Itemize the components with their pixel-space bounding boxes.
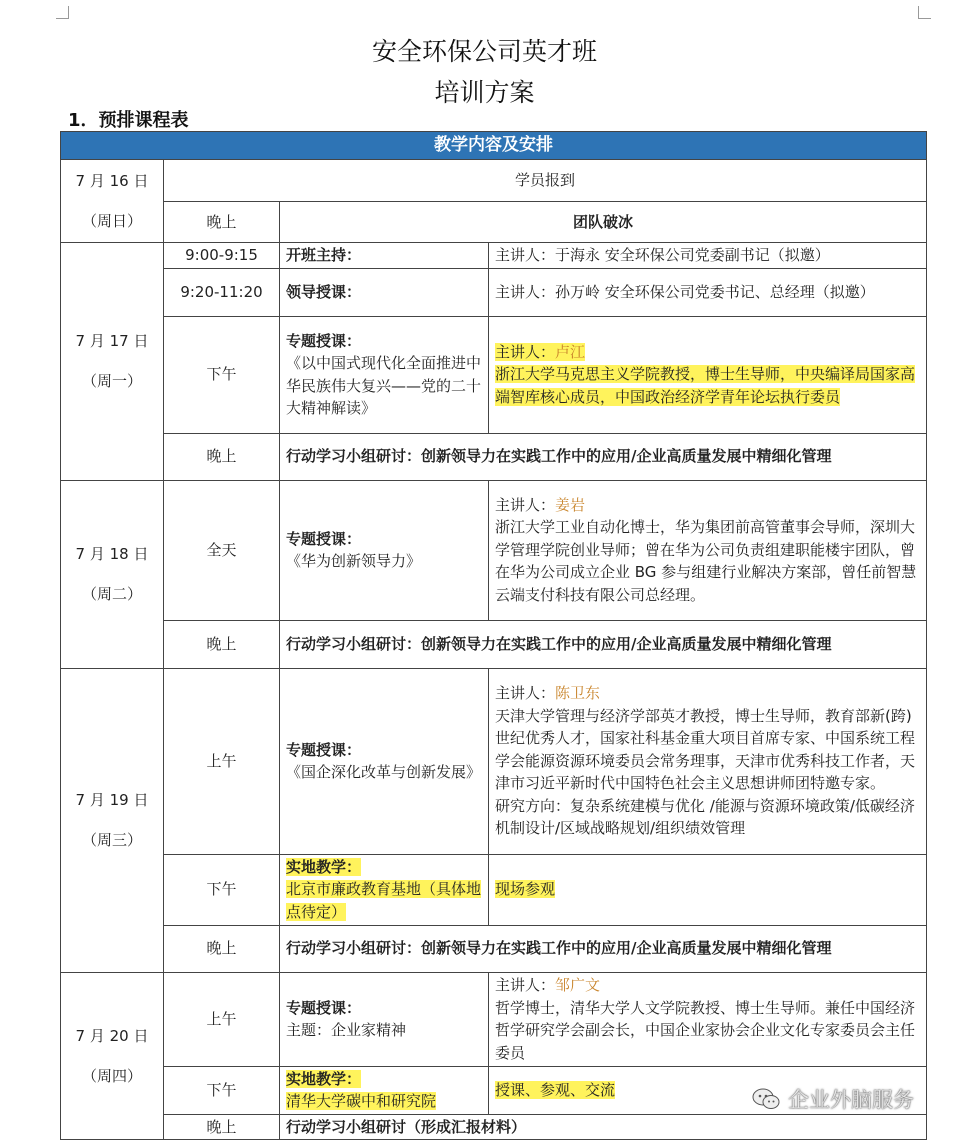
- day-cell-0717: [61, 243, 164, 481]
- lecturer-bio: 浙江大学工业自动化博士，华为集团前高管董事会导师，深圳大学管理学院创业导师；曾在华为公司负责组建职能楼宇团队，曾在华为公司成立企业 BG 参与组建行业解决方案部，曾任前智慧云端支付科技有限公司总经理。: [495, 518, 917, 604]
- date-label: 7 月 17 日: [75, 332, 149, 351]
- research-direction: 研究方向：复杂系统建模与优化 /能源与资源环境政策/低碳经济机制设计/区域战略规划/组织绩效管理: [495, 796, 915, 838]
- lecturer-name: 邹广文: [555, 976, 601, 994]
- lecturer-bio: 天津大学管理与经济学部英才教授，博士生导师，教育部新(跨)世纪优秀人才，国家社科基金重大项目首席专家、中国系统工程学会能源资源环境委员会常务理事，天津市优秀科技工作者，天津市习近平新时代中国特色社会主义思想讲师团特邀专家。: [495, 706, 916, 793]
- weekday-label: （周一）: [81, 372, 142, 391]
- page-corner-mark-right: [918, 6, 931, 19]
- group-study-cell: 行动学习小组研讨（形成汇报材料）: [280, 1114, 927, 1140]
- date-label: 7 月 19 日: [75, 791, 149, 809]
- checkin-cell: 学员报到: [164, 160, 927, 202]
- lecturer-bio: 哲学博士，清华大学人文学院教授、博士生导师。兼任中国经济哲学研究学会副会长，中国企业家协会企业文化专家委员会主任委员: [495, 998, 916, 1062]
- lecturer-lead: 主讲人：: [495, 342, 556, 361]
- doc-subtitle: 培训方案: [434, 78, 535, 107]
- lecturer-lead: 主讲人：: [495, 684, 556, 703]
- time-cell: 下午: [164, 316, 280, 433]
- activity-cell: [489, 854, 927, 925]
- activity-label: 现场参观: [495, 880, 556, 899]
- session-cell: [280, 1066, 489, 1114]
- lecturer-lead: 主讲人：: [495, 495, 556, 514]
- lecturer-cell: [489, 316, 927, 433]
- date-label: 7 月 20 日: [75, 1026, 149, 1045]
- session-topic: 《国企深化改革与创新发展》: [286, 763, 482, 781]
- time-cell: 晚上: [164, 925, 280, 972]
- field-trip-place: 清华大学碳中和研究院: [286, 1092, 437, 1110]
- session-topic: 《以中国式现代化全面推进中华民族伟大复兴——党的二十大精神解读》: [286, 354, 482, 417]
- session-label: 开班主持：: [280, 243, 489, 269]
- lecturer-name: 姜岩: [555, 495, 586, 514]
- lecturer-lead: 主讲人：: [495, 976, 556, 994]
- session-label: 实地教学：: [286, 857, 362, 876]
- day-cell-0718: [61, 480, 164, 668]
- weekday-label: （周二）: [81, 585, 142, 603]
- time-cell: 晚上: [164, 202, 280, 243]
- session-cell: [280, 854, 489, 925]
- doc-title: 安全环保公司英才班: [371, 37, 597, 66]
- time-cell: 晚上: [164, 1114, 280, 1140]
- watermark-text: 企业外脑服务: [788, 1088, 914, 1112]
- icebreak-cell: 团队破冰: [280, 202, 927, 243]
- time-cell: 晚上: [164, 433, 280, 480]
- session-topic: 《华为创新领导力》: [286, 552, 422, 570]
- weekday-label: （周四）: [81, 1066, 142, 1085]
- group-study-cell: 行动学习小组研讨：创新领导力在实践工作中的应用/企业高质量发展中精细化管理: [280, 433, 927, 480]
- lecturer-bio: 浙江大学马克思主义学院教授，博士生导师，中央编译局国家高端智库核心成员，中国政治经济学青年论坛执行委员: [495, 365, 916, 406]
- day-cell-0720: [61, 972, 164, 1140]
- lecturer-cell: 主讲人：孙万岭 安全环保公司党委书记、总经理（拟邀）: [489, 268, 927, 316]
- session-label: 专题授课：: [286, 740, 362, 759]
- date-label: 7 月 16 日: [75, 172, 149, 190]
- section-title: 1．预排课程表: [68, 110, 189, 131]
- time-cell: 下午: [164, 854, 280, 925]
- lecturer-cell: [489, 668, 927, 854]
- session-label: 领导授课：: [280, 268, 489, 316]
- time-cell: 下午: [164, 1066, 280, 1114]
- lecturer-name: 陈卫东: [555, 684, 601, 703]
- session-cell: [280, 972, 489, 1066]
- session-label: 专题授课：: [286, 998, 362, 1017]
- date-label: 7 月 18 日: [75, 545, 149, 563]
- time-cell: 9:20-11:20: [164, 268, 280, 316]
- time-cell: 9:00-9:15: [164, 243, 280, 269]
- lecturer-cell: [489, 972, 927, 1066]
- table-header: 教学内容及安排: [61, 132, 927, 160]
- page-corner-mark-left: [56, 6, 69, 19]
- session-cell: [280, 316, 489, 433]
- weekday-label: （周三）: [81, 831, 142, 849]
- session-topic: 主题：企业家精神: [286, 1021, 407, 1039]
- watermark: [752, 1084, 914, 1114]
- activity-label: 授课、参观、交流: [495, 1080, 616, 1099]
- session-label: 实地教学：: [286, 1069, 362, 1088]
- session-label: 专题授课：: [286, 529, 362, 548]
- time-cell: 上午: [164, 972, 280, 1066]
- field-trip-place: 北京市廉政教育基地（具体地点待定）: [286, 880, 482, 921]
- lecturer-cell: [489, 480, 927, 620]
- day-cell-0719: [61, 668, 164, 972]
- lecturer-cell: 主讲人：于海永 安全环保公司党委副书记（拟邀）: [489, 243, 927, 269]
- session-cell: [280, 668, 489, 854]
- lecturer-name: 卢江: [555, 342, 586, 361]
- session-cell: [280, 480, 489, 620]
- time-cell: 上午: [164, 668, 280, 854]
- wechat-icon: [752, 1088, 780, 1110]
- schedule-table: [60, 131, 927, 1140]
- group-study-cell: 行动学习小组研讨：创新领导力在实践工作中的应用/企业高质量发展中精细化管理: [280, 620, 927, 668]
- time-cell: 晚上: [164, 620, 280, 668]
- session-label: 专题授课：: [286, 331, 362, 350]
- day-cell-0716: [61, 160, 164, 243]
- group-study-cell: 行动学习小组研讨：创新领导力在实践工作中的应用/企业高质量发展中精细化管理: [280, 925, 927, 972]
- weekday-label: （周日）: [81, 212, 142, 230]
- time-cell: 全天: [164, 480, 280, 620]
